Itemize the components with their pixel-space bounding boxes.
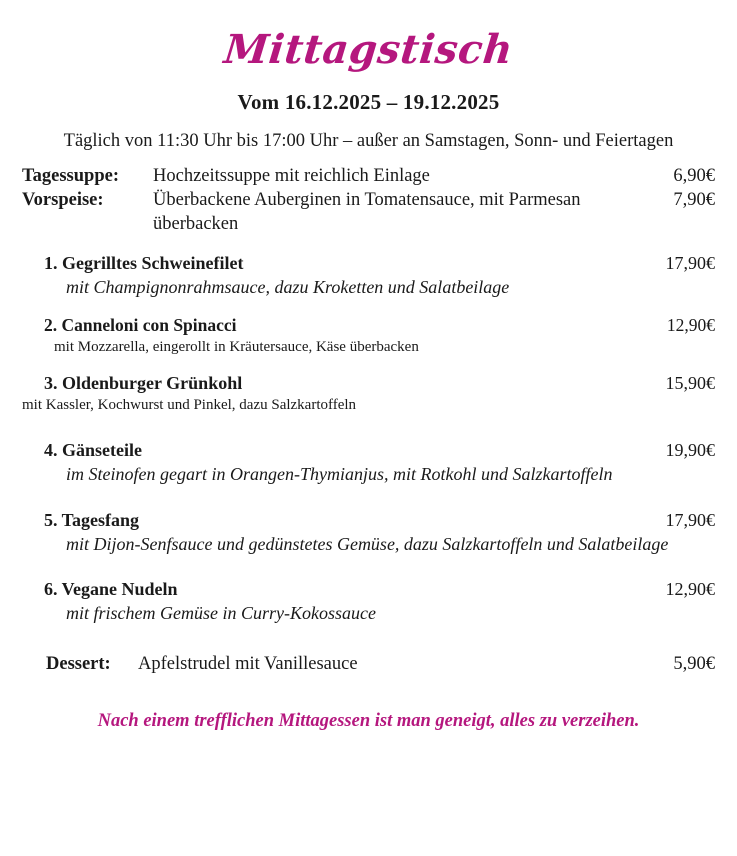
soup-price: 6,90€	[673, 165, 715, 186]
menu-item-4-title: 4. Gänseteile	[44, 440, 142, 461]
menu-item-2	[22, 315, 715, 356]
menu-item-3-title: 3. Oldenburger Grünkohl	[44, 373, 243, 394]
menu-item-6-description: mit frischem Gemüse in Curry-Kokossauce	[66, 603, 376, 624]
menu-item-1-title: 1. Gegrilltes Schweinefilet	[44, 253, 244, 274]
appetizer-description: Überbackene Auberginen in Tomatensauce, mit Parmesan überbacken	[153, 190, 581, 235]
menu-item-2-description: mit Mozzarella, eingerollt in Kräutersauce, Käse überbacken	[54, 339, 419, 356]
menu-item-1	[22, 253, 715, 298]
dessert-label: Dessert:	[46, 654, 111, 675]
menu-item-2-head	[22, 315, 715, 336]
menu-row-dessert	[22, 654, 715, 675]
menu-item-1-head	[22, 253, 715, 274]
appetizer-price: 7,90€	[673, 190, 715, 211]
starters-section	[22, 164, 715, 236]
menu-item-2-price: 12,90€	[666, 315, 715, 336]
menu-item-5	[22, 510, 715, 555]
menu-item-6-price: 12,90€	[665, 579, 715, 600]
menu-item-4-head	[22, 440, 715, 461]
menu-item-6	[22, 579, 715, 624]
menu-item-6-head	[22, 579, 715, 600]
menu-item-5-title: 5. Tagesfang	[44, 510, 140, 531]
menu-row-appetizer	[22, 188, 715, 236]
menu-item-3	[22, 373, 715, 414]
soup-description: Hochzeitssuppe mit reichlich Einlage	[153, 165, 430, 186]
dessert-description: Apfelstrudel mit Vanillesauce	[138, 654, 358, 675]
opening-hours: Täglich von 11:30 Uhr bis 17:00 Uhr – außer an Samstagen, Sonn- und Feiertagen	[63, 131, 674, 151]
menu-item-5-description: mit Dijon-Senfsauce und gedünstetes Gemüse, dazu Salzkartoffeln und Salatbeilage	[66, 534, 669, 555]
page-title: Mittagstisch	[221, 26, 516, 73]
menu-item-4	[22, 440, 715, 485]
menu-item-6-title: 6. Vegane Nudeln	[44, 579, 178, 600]
appetizer-label: Vorspeise:	[22, 190, 104, 211]
menu-item-1-description: mit Champignonrahmsauce, dazu Kroketten und Salatbeilage	[66, 277, 510, 298]
menu-item-3-description: mit Kassler, Kochwurst und Pinkel, dazu Salzkartoffeln	[22, 397, 357, 414]
menu-item-4-description: im Steinofen gegart in Orangen-Thymianjus, mit Rotkohl und Salzkartoffeln	[66, 464, 613, 485]
menu-item-4-price: 19,90€	[665, 440, 715, 461]
menu-item-5-head	[22, 510, 715, 531]
menu-item-5-price: 17,90€	[665, 510, 715, 531]
menu-item-2-title: 2. Canneloni con Spinacci	[44, 315, 237, 336]
date-range: Vom 16.12.2025 – 19.12.2025	[237, 90, 500, 114]
menu-row-soup	[22, 164, 715, 188]
soup-label: Tagessuppe:	[22, 165, 119, 186]
menu-item-3-head	[22, 373, 715, 394]
footer-quote: Nach einem trefflichen Mittagessen ist man geneigt, alles zu verzeihen.	[97, 711, 640, 732]
dessert-price: 5,90€	[673, 654, 715, 675]
menu-item-3-price: 15,90€	[665, 373, 715, 394]
menu-item-1-price: 17,90€	[665, 253, 715, 274]
